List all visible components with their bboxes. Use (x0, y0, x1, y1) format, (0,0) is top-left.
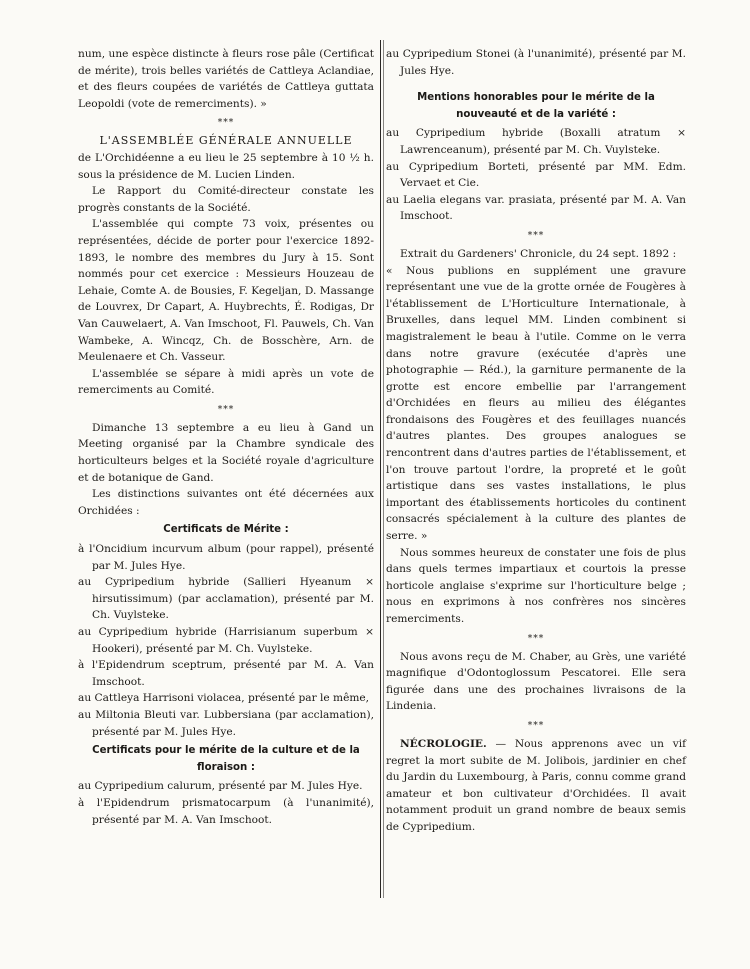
assembly-title: L'ASSEMBLÉE GÉNÉRALE ANNUELLE (99, 134, 353, 148)
adjourn-paragraph: L'assemblée se sépare à midi après un vote de remerciments au Comité. (78, 367, 374, 397)
certificates-heading: Certificats de Mérite : (163, 524, 289, 536)
certificate-item: au Miltonia Bleuti var. Lubbersiana (par acclamation), présenté par M. Jules Hye. (78, 708, 374, 738)
necrology-paragraph (386, 736, 686, 836)
left-column (78, 46, 374, 828)
gardeners-intro: Extrait du Gardeners' Chronicle, du 24 sept. 1892 : (400, 247, 677, 260)
honorable-mentions-heading: Mentions honorables pour le mérite de la nouveauté et de la variété : (417, 92, 655, 120)
culture-item: à l'Epidendrum prismatocarpum (à l'unanimité), présenté par M. A. Van Imschoot. (78, 796, 374, 826)
distinctions-paragraph: Les distinctions suivantes ont été décernées aux Orchidées : (78, 488, 374, 517)
column-divider (380, 40, 381, 898)
top-item: au Cypripedium Stonei (à l'unanimité), présenté par M. Jules Hye. (386, 48, 686, 77)
report-paragraph: Le Rapport du Comité-directeur constate les progrès constants de la Société. (78, 185, 374, 214)
certificate-item: au Cypripedium hybride (Harrisianum superbum × Hookeri), présenté par M. Ch. Vuylsteke. (78, 626, 374, 655)
certificate-item: à l'Oncidium incurvum album (pour rappel), présenté par M. Jules Hye. (78, 543, 374, 572)
continuation-paragraph: num, une espèce distincte à fleurs rose pâle (Certificat de mérite), trois belles variétés de Cattleya Aclandiae, et des fleurs coupées de variétés de Cattleya guttata Leopoldi (vote de remerciments). » (78, 48, 374, 110)
honor-item: au Cypripedium hybride (Boxalli atratum × Lawrenceanum), présenté par M. Ch. Vuylsteke. (386, 127, 686, 156)
column-divider-double (383, 40, 384, 898)
asterism: *** (217, 118, 235, 129)
asterism: *** (527, 720, 545, 731)
certificate-item: à l'Epidendrum sceptrum, présenté par M. A. Van Imschoot. (78, 659, 374, 688)
certificate-item: au Cattleya Harrisoni violacea, présenté par le même, (78, 692, 370, 705)
chaber-paragraph: Nous avons reçu de M. Chaber, au Grès, une variété magnifique d'Odontoglossum Pescatorei. Elle sera figurée dans une des prochaines livraisons de la Lindenia. (386, 650, 686, 713)
asterism: *** (217, 404, 235, 415)
honor-item: au Cypripedium Borteti, présenté par MM. Edm. Vervaet et Cie. (386, 160, 686, 190)
right-column (386, 46, 686, 836)
necrology-title: NÉCROLOGIE. (400, 737, 487, 750)
asterism: *** (527, 633, 545, 644)
culture-item: au Cypripedium calurum, présenté par M. Jules Hye. (78, 780, 363, 793)
culture-heading: Certificats pour le mérite de la culture et de la floraison : (92, 745, 360, 773)
assembly-line: de L'Orchidéenne a eu lieu le 25 septembre à 10 ½ h. sous la présidence de M. Lucien Linden. (78, 151, 374, 181)
assembly-votes-paragraph: L'assemblée qui compte 73 voix, présentes ou représentées, décide de porter pour l'exercice 1892-1893, le nombre des membres du Jury à 15. Sont nommés pour cet exercice : Messieurs Houzeau de Lehaie, Comte A. de Bousies, F. Kegeljan, D. Massange de Louvrex, Dr Capart, A. Huybrechts, É. Rodigas, Dr Van Cauwelaert, A. Van Imschoot, Fl. Pauwels, Ch. Van Wambeke, A. Wincqz, Ch. de Bosschère, Arn. de Meulenaere et Ch. Vasseur. (78, 218, 374, 364)
happy-paragraph: Nous sommes heureux de constater une fois de plus dans quels termes impartiaux et courtois la presse horticole anglaise s'exprime sur l'horticulture belge ; nous en exprimons à nos confrères nos sincères remerciments. (386, 546, 686, 625)
meeting-paragraph: Dimanche 13 septembre a eu lieu à Gand un Meeting organisé par la Chambre syndicale des horticulteurs belges et la Société royale d'agriculture et de botanique de Gand. (78, 421, 374, 484)
honor-item: au Laelia elegans var. prasiata, présenté par M. A. Van Imschoot. (386, 193, 686, 223)
gardeners-quote: « Nous publions en supplément une gravure représentant une vue de la grotte ornée de Fougères à l'établissement de L'Horticulture Internationale, à Bruxelles, dans lequel MM. Linden combinent si magistralement le beau à l'utile. Comme on le verra dans notre gravure (exécutée d'après une photographie — Réd.), la garniture permanente de la grotte est encore embellie par l'arrangement d'Orchidées en fleurs au milieu des élégantes frondaisons des Fougères et des feuillages nuancés d'autres plantes. Des groupes analogues se rencontrent dans d'autres parties de l'établissement, et l'on trouve partout l'ordre, la propreté et le goût artistique dans ses vastes installations, le plus important des établissements horticoles du continent consacrés spécialement à la culture des plantes de serre. » (386, 264, 686, 543)
necrology-text: — Nous apprenons avec un vif regret la mort subite de M. Jolibois, jardinier en chef du Jardin du Luxembourg, à Paris, connu comme grand amateur et bon cultivateur d'Orchidées. Il avait notamment produit un grand nombre de beaux semis de Cypripedium. (386, 737, 687, 833)
certificate-item: au Cypripedium hybride (Sallieri Hyeanum × hirsutissimum) (par acclamation), présenté par M. Ch. Vuylsteke. (78, 576, 374, 622)
asterism: *** (527, 230, 545, 241)
